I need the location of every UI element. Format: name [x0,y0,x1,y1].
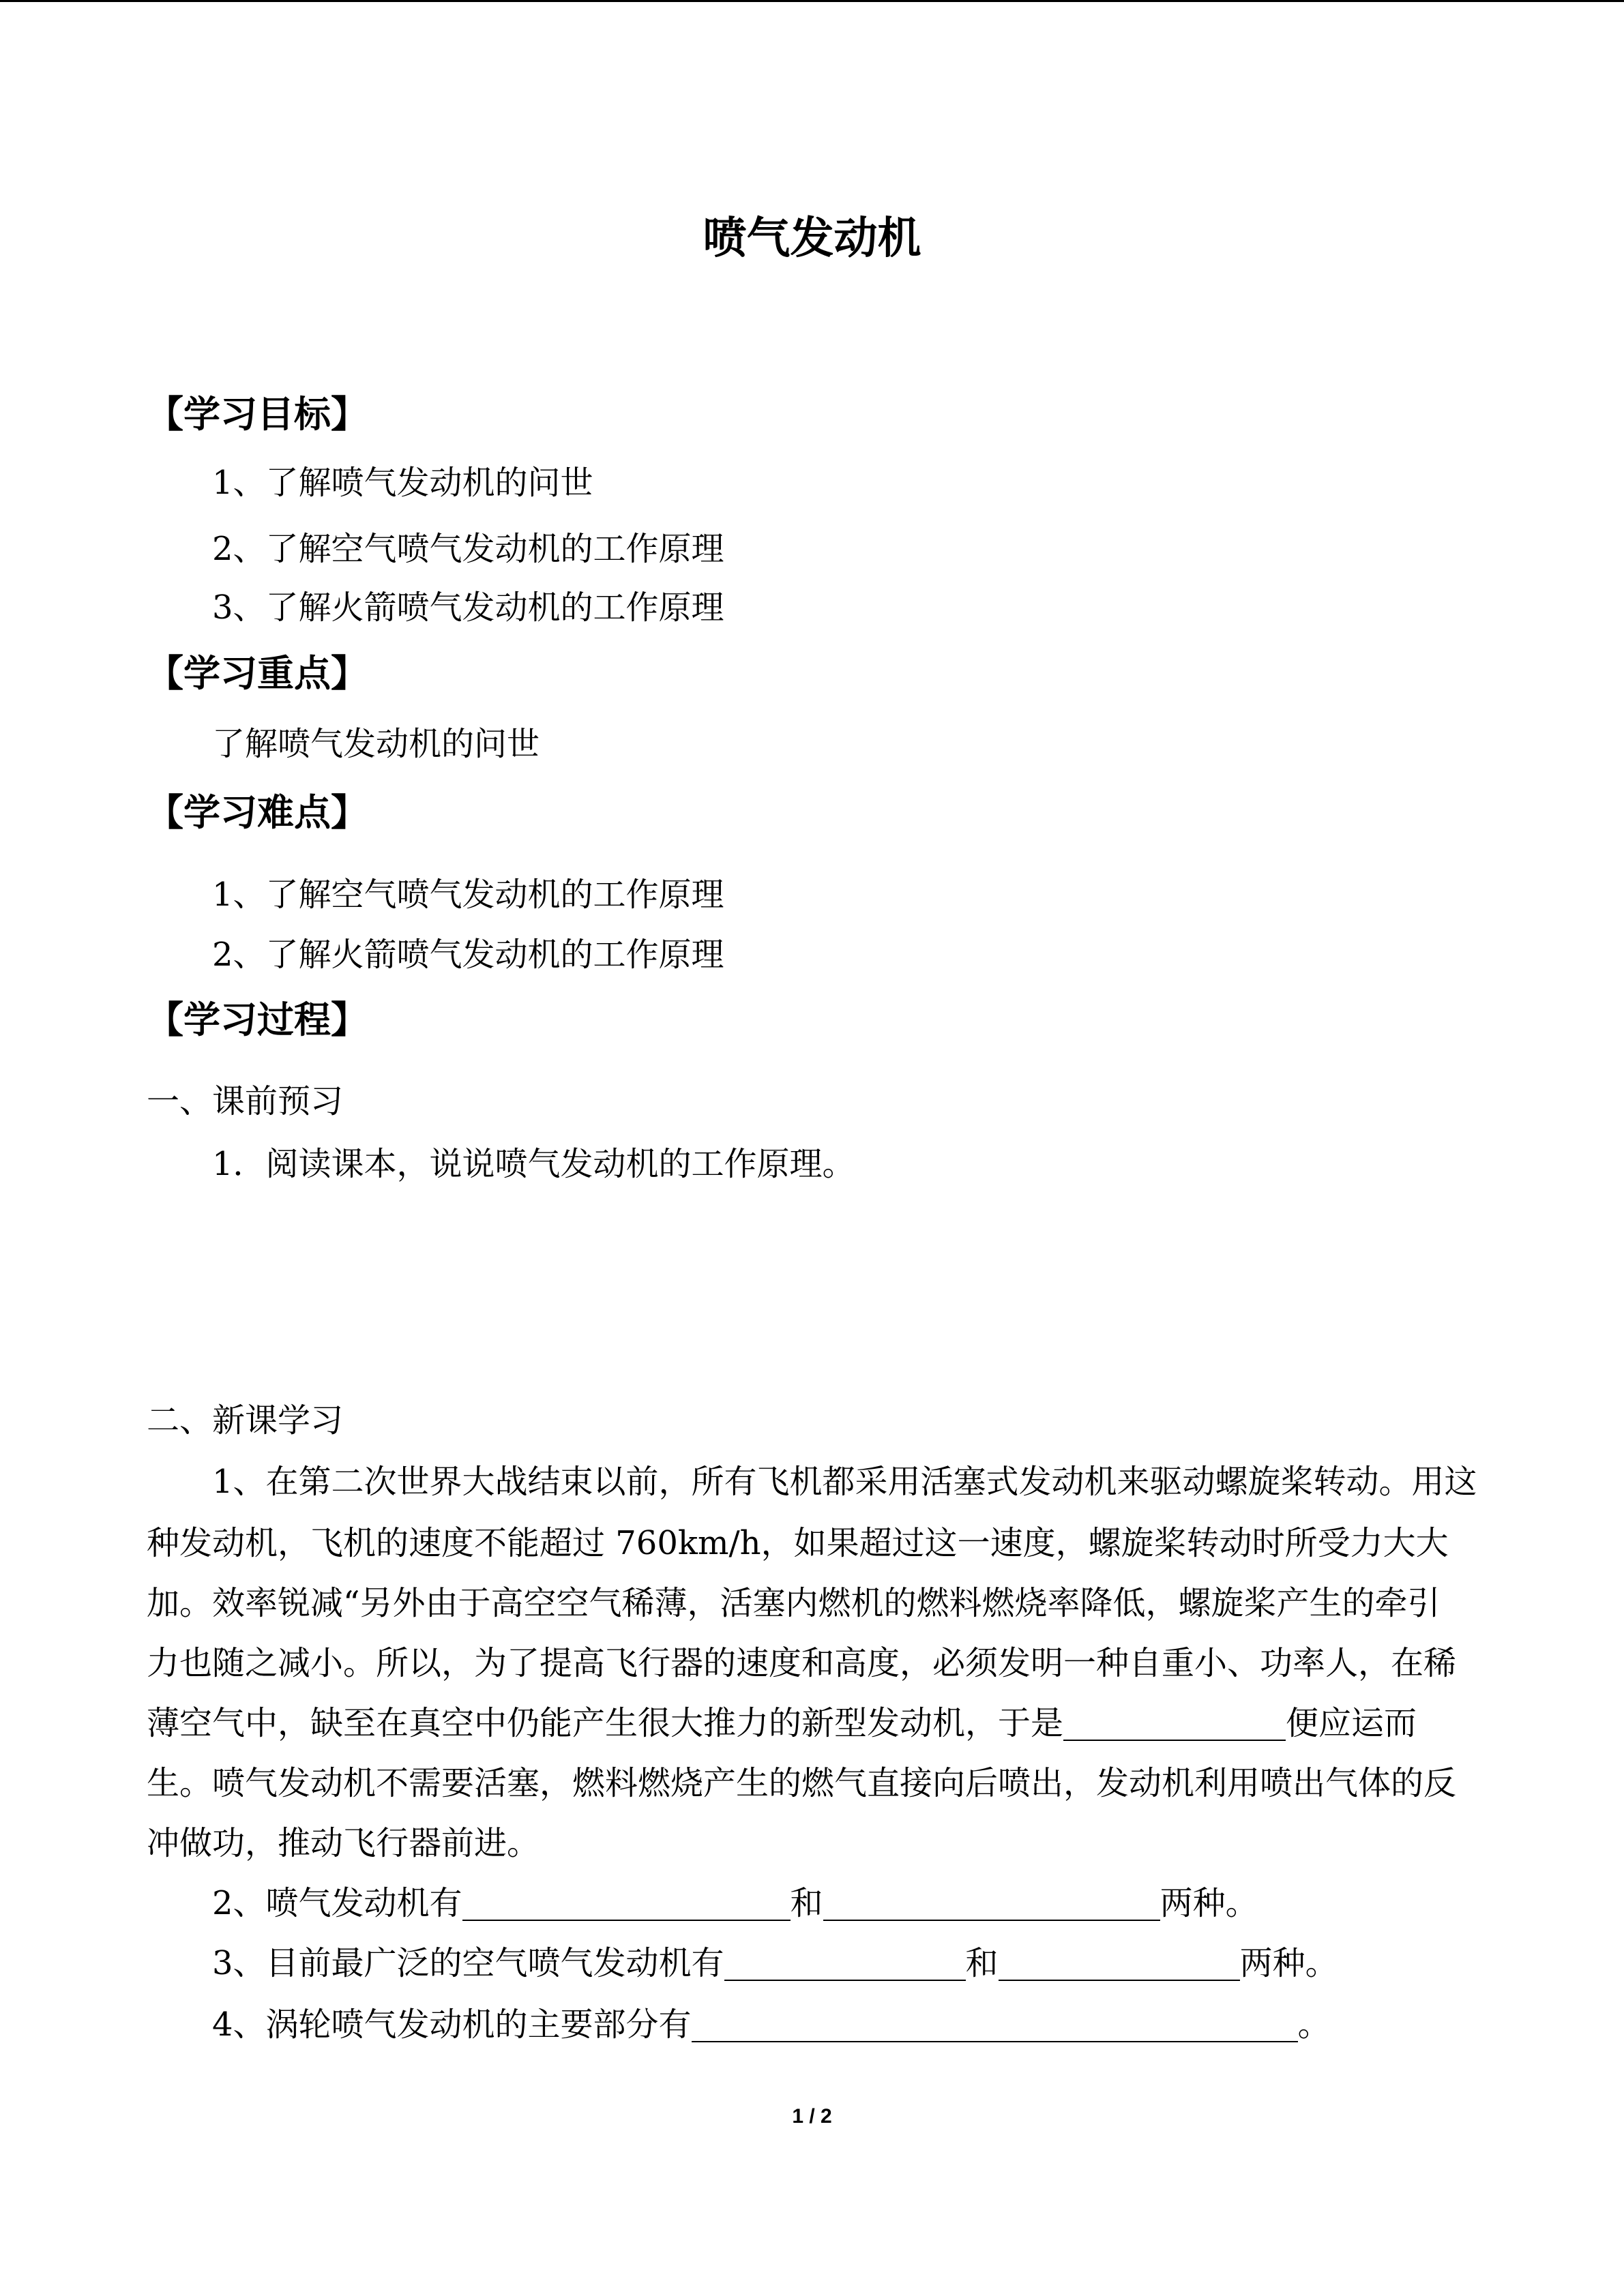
preview-question: 1．阅读课本，说说喷气发动机的工作原理。 [212,1145,855,1183]
objective-item: 2、了解空气喷气发动机的工作原理 [212,530,724,568]
question-text: 4、涡轮喷气发动机的主要部分有 [212,2006,692,2044]
document-title: 喷气发动机 [703,213,921,264]
paragraph-line: 加。效率锐减“另外由于高空空气稀薄，活塞内燃机的燃料燃烧率降低，螺旋桨产生的牵引 [147,1584,1441,1622]
section-heading-key-points: 【学习重点】 [147,652,368,695]
paragraph-line: 1、在第二次世界大战结束以前，所有飞机都采用活塞式发动机来驱动螺旋桨转动。用这 [212,1463,1477,1501]
paragraph-line [147,1703,1417,1744]
difficulty-item: 2、了解火箭喷气发动机的工作原理 [212,936,724,974]
question-text: 2、喷气发动机有 [212,1884,462,1922]
paragraph-text: 便应运而 [1286,1704,1417,1742]
question-text: 两种。 [1239,1944,1338,1982]
difficulty-item: 1、了解空气喷气发动机的工作原理 [212,876,724,914]
subsection-heading-preview: 一、课前预习 [147,1082,344,1120]
section-heading-difficulties: 【学习难点】 [147,791,368,834]
key-point-item: 了解喷气发动机的问世 [212,725,540,763]
question-text: 。 [1297,2006,1331,2044]
fill-in-blank [692,2041,1298,2042]
fill-in-blank [823,1920,1160,1921]
objective-item: 3、了解火箭喷气发动机的工作原理 [212,588,724,627]
paragraph-line: 生。喷气发动机不需要活塞，燃料燃烧产生的燃气直接向后喷出，发动机利用喷出气体的反 [147,1764,1457,1802]
question-item [212,2004,1331,2045]
paragraph-line: 力也随之减小。所以，为了提高飞行器的速度和高度，必须发明一种自重小、功率人，在稀 [147,1644,1457,1682]
paragraph-line: 种发动机，飞机的速度不能超过 760km/h，如果超过这一速度，螺旋桨转动时所受力大大 [147,1524,1449,1562]
question-item [212,1883,1258,1924]
objective-item: 1、了解喷气发动机的问世 [212,464,593,502]
fill-in-blank [462,1920,791,1921]
fill-in-blank [724,1980,966,1981]
section-heading-process: 【学习过程】 [147,998,368,1041]
question-text: 3、目前最广泛的空气喷气发动机有 [212,1944,724,1982]
page-number: 1 / 2 [792,2105,832,2128]
fill-in-blank [1063,1740,1286,1741]
question-text: 两种。 [1160,1884,1258,1922]
paragraph-text: 薄空气中，缺至在真空中仍能产生很大推力的新型发动机，于是 [147,1704,1064,1742]
section-heading-objectives: 【学习目标】 [147,393,368,436]
paragraph-line: 冲做功，推动飞行器前进。 [147,1824,540,1862]
top-border-line [0,0,1624,2]
question-text: 和 [965,1944,999,1982]
fill-in-blank [999,1980,1240,1981]
subsection-heading-new-lesson: 二、新课学习 [147,1401,344,1440]
question-text: 和 [790,1884,823,1922]
question-item [212,1943,1338,1984]
